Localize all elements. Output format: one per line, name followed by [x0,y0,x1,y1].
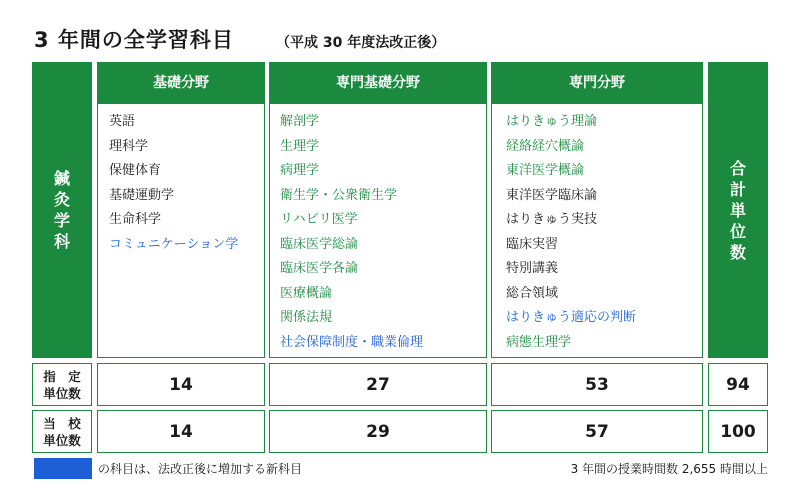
subject-item: はりきゅう実技 [506,212,598,227]
subject-item: 東洋医学概論 [506,163,585,178]
subject-item: リハビリ医学 [280,212,358,227]
page-subtitle: （平成 30 年度法改正後） [276,35,446,51]
subject-item: 病態生理学 [506,334,572,350]
total-label-char: 単 [729,200,746,220]
total-label-char: 数 [729,242,746,262]
row-label-line: 当 校 [43,415,81,431]
subject-item: 総合領域 [506,285,559,301]
subject-item: 衛生学・公衆衛生学 [280,187,398,203]
subject-item: 病理学 [280,163,320,178]
page-title: 3 年間の全学習科目 [34,28,234,52]
subject-item: 生命科学 [109,212,162,227]
subject-list-specialized-basic [280,110,486,355]
subject-item: はりきゅう適応の判断 [506,310,637,325]
total-label-char: 計 [729,179,746,199]
subject-item: 基礎運動学 [109,187,175,203]
school-units-basic: 14 [97,410,265,453]
total-label-char: 位 [729,221,746,241]
designated-units-total: 94 [708,363,768,406]
subject-item: 臨床医学各論 [280,261,359,276]
subject-item: 社会保障制度・職業倫理 [280,334,424,350]
subject-item: 臨床実習 [506,236,559,252]
school-units-total: 100 [708,410,768,453]
total-label-char: 合 [729,158,746,178]
row-label-line: 単位数 [43,432,81,448]
subject-item: 関係法規 [280,310,333,325]
department-label-char: 科 [53,232,70,251]
subject-item: 理科学 [109,138,149,154]
row-label-school-units [32,410,92,453]
column-body-specialized-basic [269,103,487,358]
subject-item: 解剖学 [280,114,320,129]
department-label-char: 鍼 [53,169,70,188]
subject-item: はりきゅう理論 [506,114,598,129]
subject-item: 特別講義 [506,261,559,276]
row-label-line: 単位数 [43,385,81,401]
row-label-designated-units [32,363,92,406]
subject-item: 東洋医学臨床論 [506,187,598,203]
subject-item: 経絡経穴概論 [506,138,585,154]
subject-list-basic [109,110,264,257]
school-units-specialized-basic: 29 [269,410,487,453]
subject-list-specialized [506,110,702,355]
row-label-line: 指 定 [43,368,81,384]
subject-item: コミュニケーション学 [109,236,239,252]
legend-text: の科目は、法改正後に増加する新科目 [98,462,303,476]
department-label [32,62,92,358]
column-body-basic [97,103,265,358]
designated-units-specialized-basic: 27 [269,363,487,406]
total-units-label [708,62,768,358]
department-label-char: 灸 [53,190,70,209]
column-heading-specialized-basic: 専門基礎分野 [269,62,487,104]
subject-item: 英語 [109,114,136,129]
designated-units-specialized: 53 [491,363,703,406]
school-units-specialized: 57 [491,410,703,453]
column-heading-basic: 基礎分野 [97,62,265,104]
department-label-char: 学 [53,211,70,230]
column-body-specialized [491,103,703,358]
subject-item: 保健体育 [109,163,162,178]
subject-item: 臨床医学総論 [280,236,359,252]
designated-units-basic: 14 [97,363,265,406]
total-hours-note: 3 年間の授業時間数 2,655 時間以上 [570,462,768,476]
column-heading-specialized: 専門分野 [491,62,703,104]
subject-item: 生理学 [280,138,320,154]
subject-item: 医療概論 [280,285,333,301]
new-subject-legend-swatch [34,458,92,479]
